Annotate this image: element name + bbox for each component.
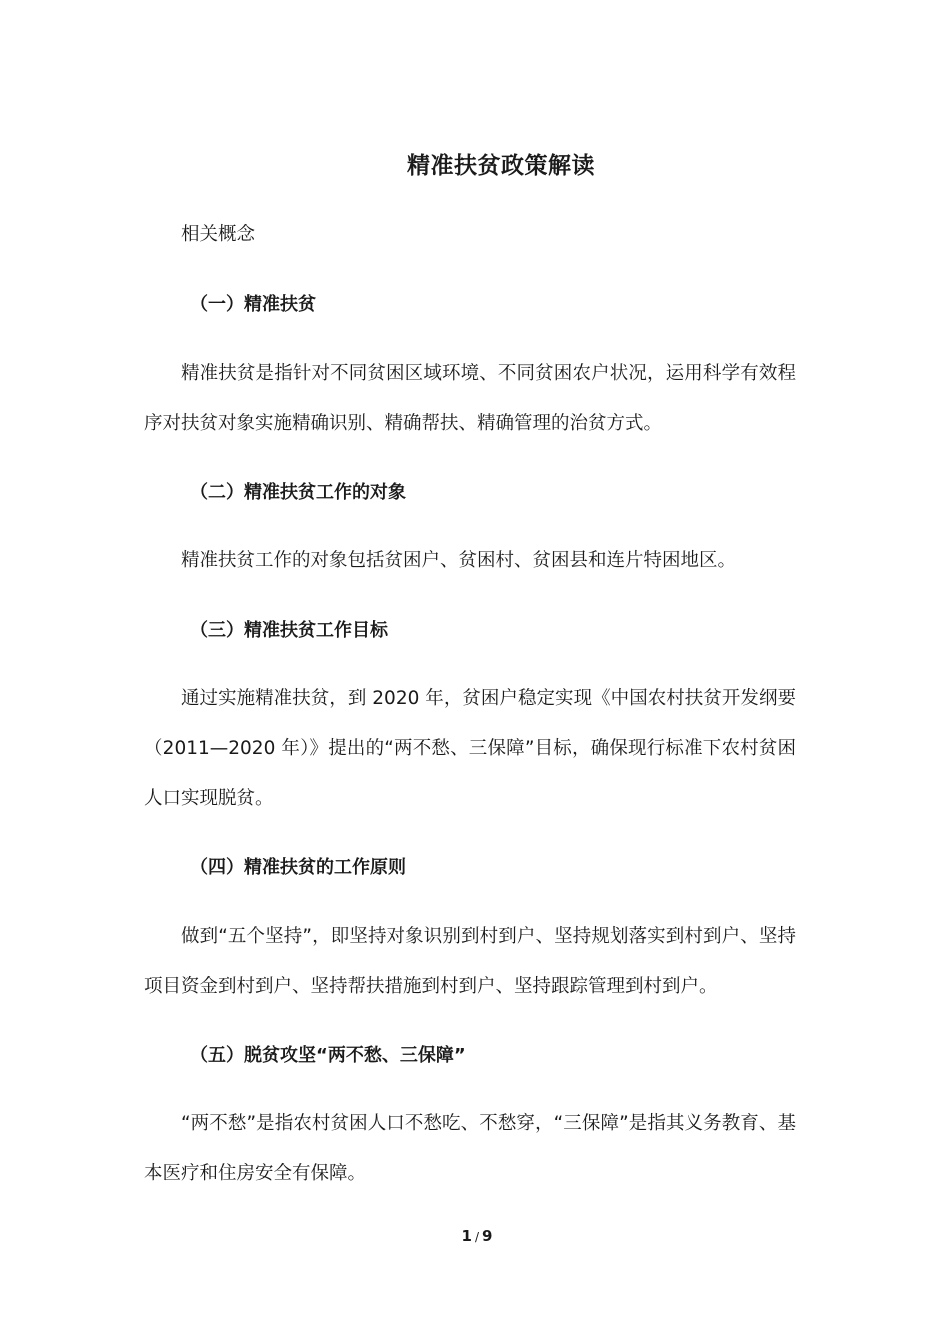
- section-2-text: 精准扶贫工作的对象包括贫困户、贫困村、贫困县和连片特困地区。: [181, 550, 737, 571]
- document-title: 精准扶贫政策解读: [407, 153, 595, 179]
- section-4-heading: （四）精准扶贫的工作原则: [190, 857, 406, 878]
- section-4-text: 做到“五个坚持”，即坚持对象识别到村到户、坚持规划落实到村到户、坚持项目资金到村到户、坚持帮扶措施到村到户、坚持跟踪管理到村到户。: [144, 926, 796, 997]
- section-3-text: 通过实施精准扶贫，到 2020 年，贫困户稳定实现《中国农村扶贫开发纲要（2011—2020 年）》提出的“两不愁、三保障”目标，确保现行标准下农村贫困人口实现脱贫。: [144, 688, 796, 809]
- intro-paragraph: 相关概念: [181, 224, 256, 245]
- section-5-text: “两不愁”是指农村贫困人口不愁吃、不愁穿，“三保障”是指其义务教育、基本医疗和住房安全有保障。: [144, 1113, 796, 1184]
- section-1-heading: （一）精准扶贫: [190, 294, 316, 315]
- current-page-number: 1: [461, 1227, 472, 1245]
- page-number: [0, 1224, 950, 1249]
- section-1-text: 精准扶贫是指针对不同贫困区域环境、不同贫困农户状况，运用科学有效程序对扶贫对象实施精确识别、精确帮扶、精确管理的治贫方式。: [144, 363, 796, 434]
- section-3-heading: （三）精准扶贫工作目标: [190, 620, 388, 641]
- page-separator: /: [474, 1230, 480, 1244]
- total-pages-number: 9: [482, 1227, 493, 1245]
- section-5-heading: （五）脱贫攻坚“两不愁、三保障”: [190, 1045, 466, 1066]
- section-2-heading: （二）精准扶贫工作的对象: [190, 482, 406, 503]
